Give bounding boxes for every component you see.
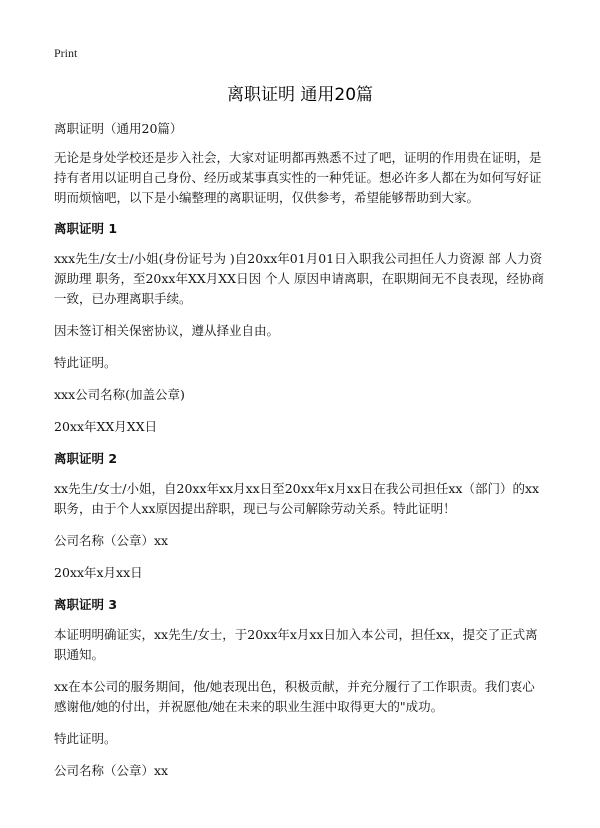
section-2-paragraph: xx先生/女士/小姐，自20xx年xx月xx日至20xx年x月xx日在我公司担任xx（部门）的xx职务，由于个人xx原因提出辞职，现已与公司解除劳动关系。特此证明！: [54, 481, 540, 516]
page-title: 离职证明 通用20篇: [226, 85, 374, 105]
section-1-paragraph: 20xx年XX月XX日: [54, 419, 158, 434]
section-3-paragraph: 本证明明确证实，xx先生/女士，于20xx年x月xx日加入本公司，担任xx，提交了正式离职通知。: [54, 627, 538, 662]
document-subtitle: 离职证明（通用20篇）: [54, 121, 183, 136]
print-link[interactable]: Print: [54, 46, 78, 60]
section-heading-3: 离职证明 3: [54, 597, 118, 612]
section-2-paragraph: 20xx年x月xx日: [54, 565, 143, 580]
section-3-paragraph: xx在本公司的服务期间，他/她表现出色，积极贡献，并充分履行了工作职责。我们衷心感谢他/她的付出，并祝愿他/她在未来的职业生涯中取得更大的"成功。: [54, 679, 535, 714]
section-1-paragraph: 特此证明。: [54, 355, 117, 370]
section-3-paragraph: 特此证明。: [54, 731, 117, 746]
intro-paragraph: 无论是身处学校还是步入社会，大家对证明都再熟悉不过了吧，证明的作用贵在证明，是持有者用以证明自己身份、经历或某事真实性的一种凭证。想必许多人都在为如何写好证明而烦恼吧，以下是小编整理的离职证明，仅供参考，希望能够帮助到大家。: [54, 150, 542, 205]
document-body: [54, 119, 546, 793]
section-heading-2: 离职证明 2: [54, 451, 118, 466]
section-heading-1: 离职证明 1: [54, 221, 118, 236]
section-1-paragraph: 因未签订相关保密协议，遵从择业自由。: [54, 323, 280, 338]
section-2-paragraph: 公司名称（公章）xx: [54, 533, 169, 548]
section-1-paragraph: xxx先生/女士/小姐(身份证号为 )自20xx年01月01日入职我公司担任人力资源 部 人力资源助理 职务，至20xx年XX月XX日因 个人 原因申请离职，在职期间无不良表现，经协商一致，已办理离职手续。: [54, 251, 545, 306]
section-3-paragraph: 公司名称（公章）xx: [54, 763, 169, 778]
section-1-paragraph: xxx公司名称(加盖公章): [54, 387, 185, 402]
